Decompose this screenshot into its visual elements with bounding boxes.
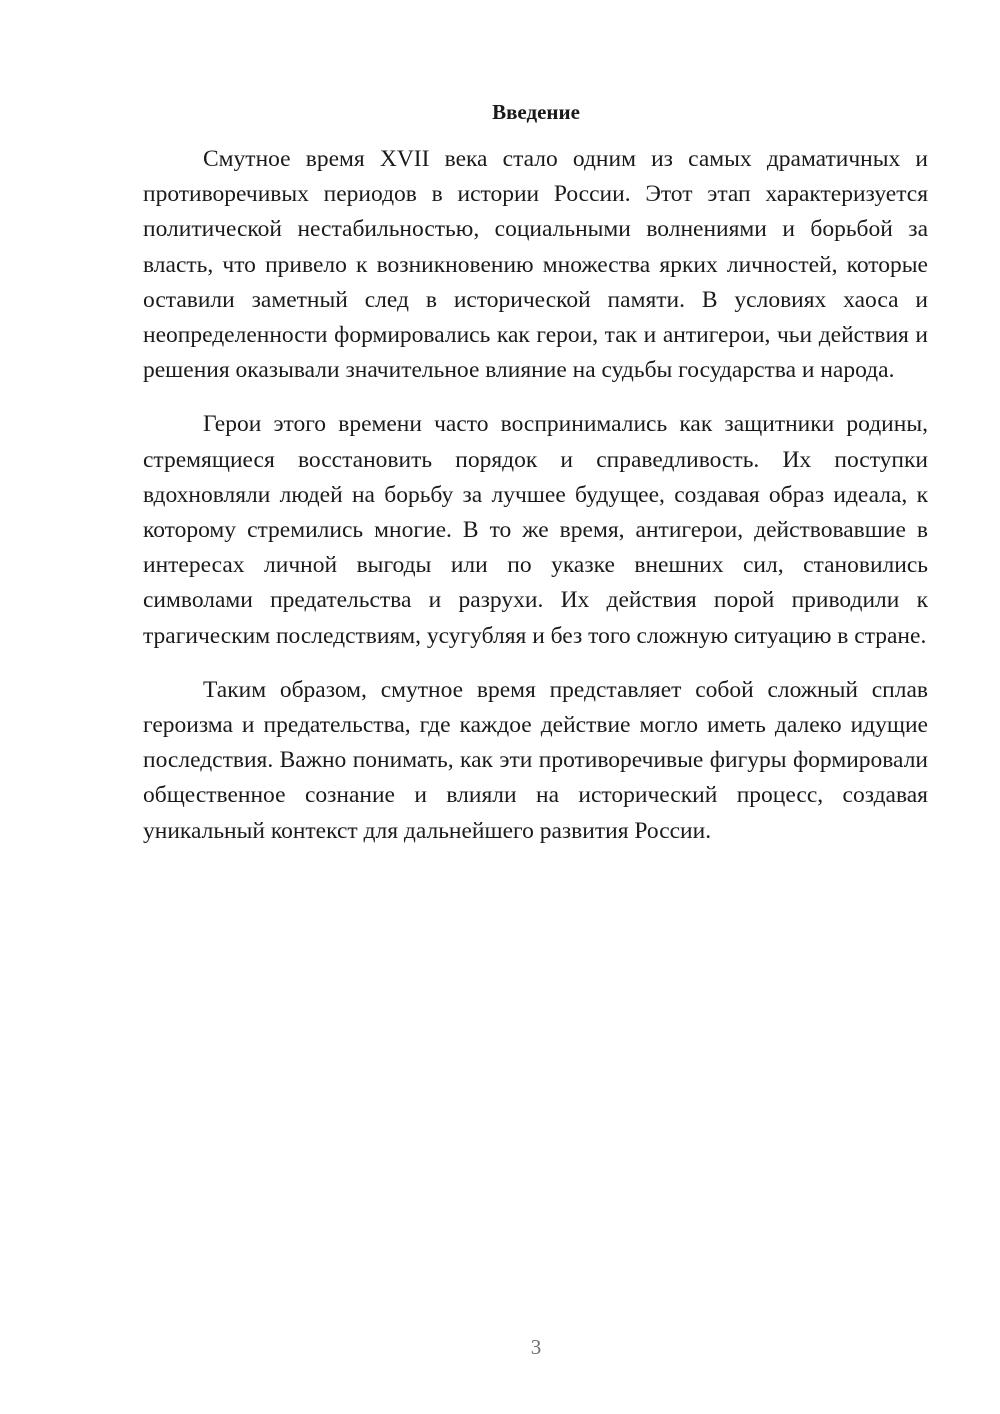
section-heading: Введение <box>492 100 580 124</box>
paragraph-2: Герои этого времени часто воспринимались как защитники родины, стремящиеся восстановить порядок и справедливость. Их поступки вдохновляли людей на борьбу за лучшее будущее, создавая образ идеала, к которому стремились многие. В то же время, антигерои, действовавшие в интересах личной выгоды или по указке внешних сил, становились символами предательства и разрухи. Их действия порой приводили к трагическим последствиям, усугубляя и без того сложную ситуацию в стране. <box>143 411 928 649</box>
page-number: 3 <box>530 1335 542 1359</box>
body-text <box>143 142 928 849</box>
paragraph-3: Таким образом, смутное время представляет собой сложный сплав героизма и предательства, где каждое действие могло иметь далеко идущие последствия. Важно понимать, как эти противоречивые фигуры формировали общественное сознание и влияли на исторический процесс, создавая уникальный контекст для дальнейшего развития России. <box>143 676 928 844</box>
paragraph-1: Смутное время XVII века стало одним из самых драматичных и противоречивых периодов в истории России. Этот этап характеризуется политической нестабильностью, социальными волнениями и борьбой за власть, что привело к возникновению множества ярких личностей, которые оставили заметный след в исторической памяти. В условиях хаоса и неопределенности формировались как герои, так и антигерои, чьи действия и решения оказывали значительное влияние на судьбы государства и народа. <box>143 146 928 384</box>
